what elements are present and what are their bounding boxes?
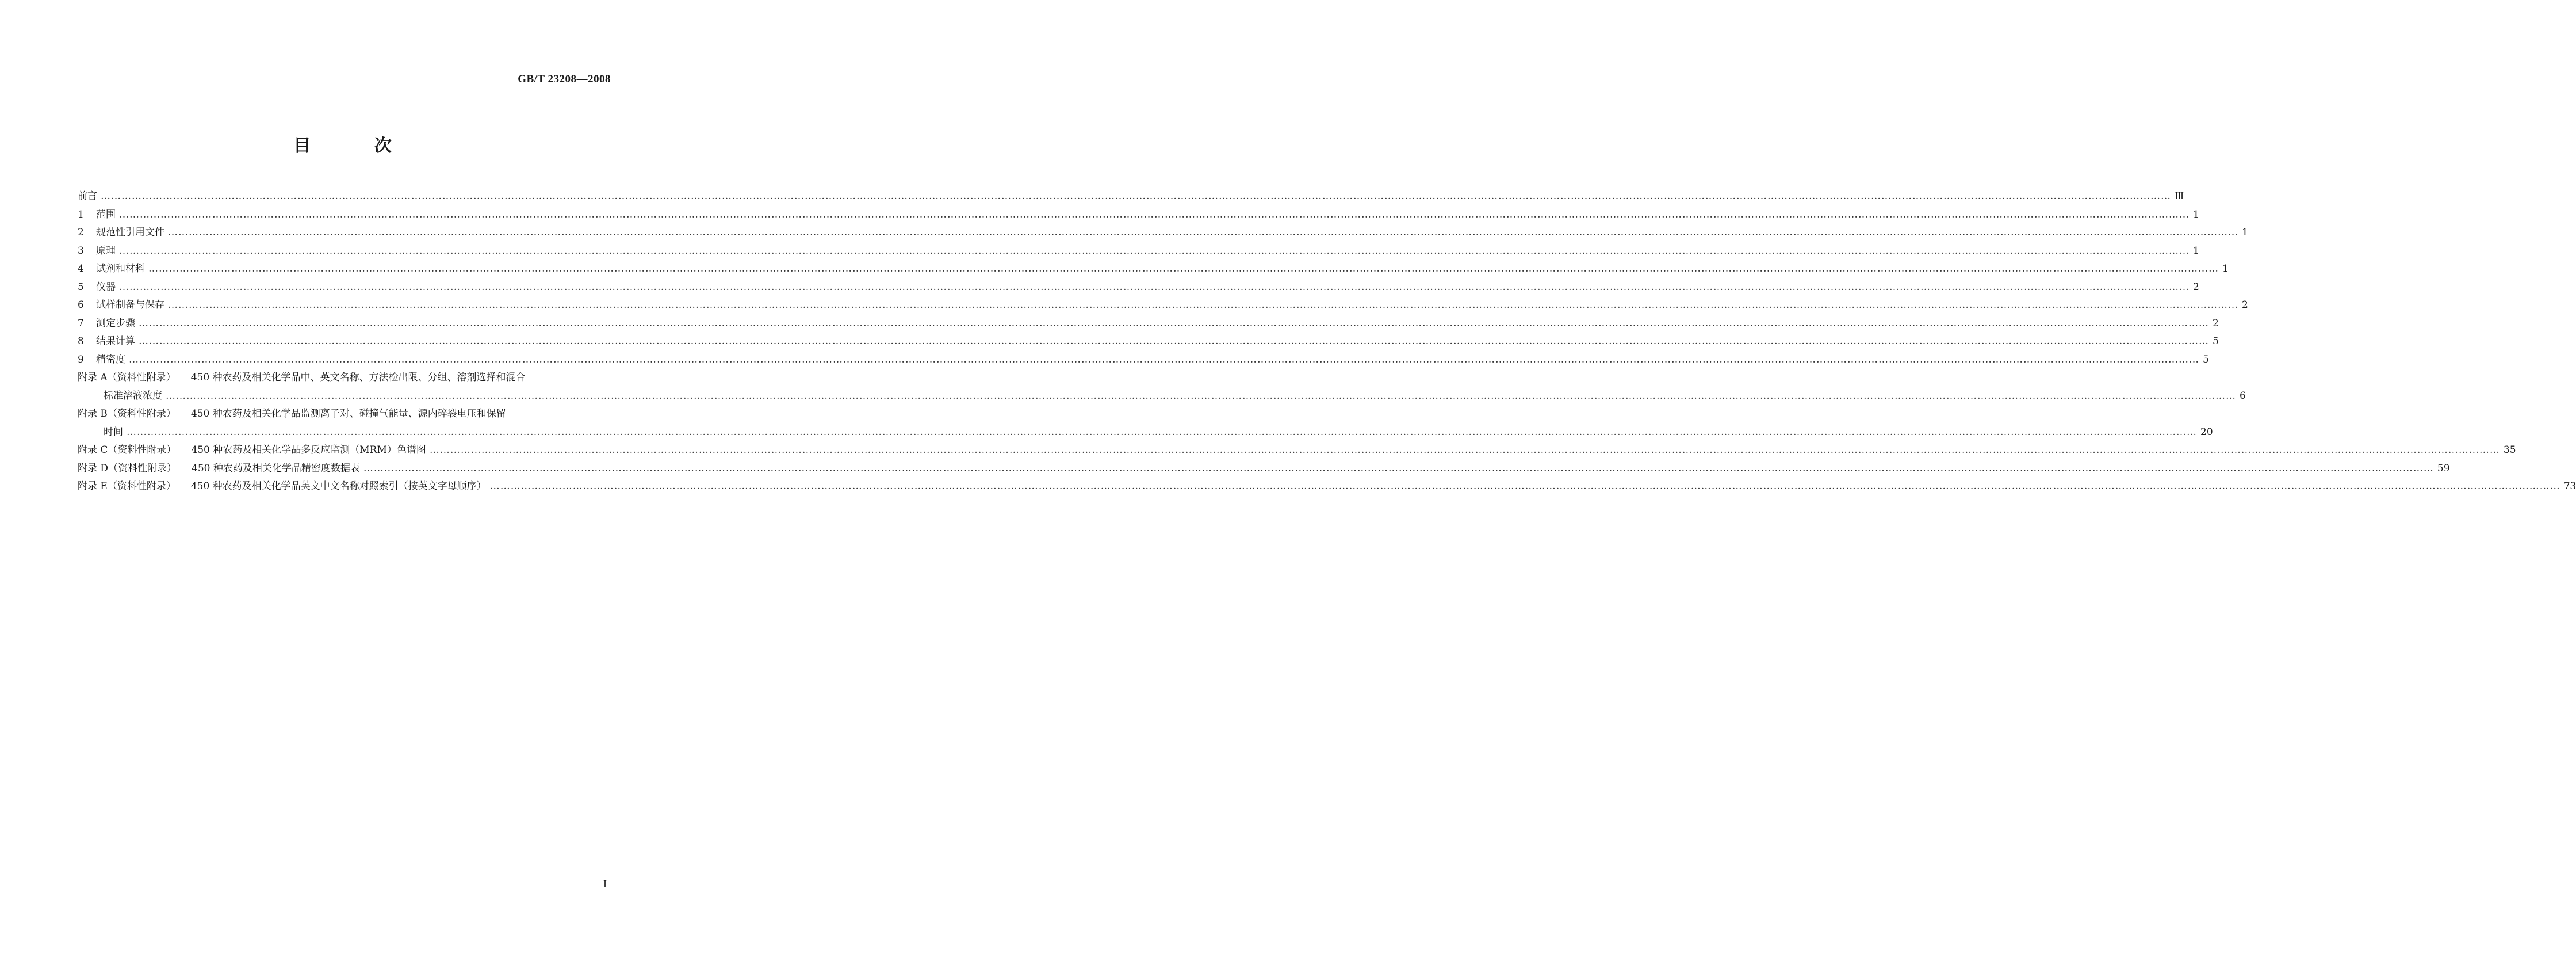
toc-item-page: 2 <box>2213 317 2219 329</box>
toc-item-page: 1 <box>2193 208 2199 220</box>
toc-item-page: 5 <box>2213 335 2219 347</box>
page-number: I <box>603 878 607 890</box>
annex-prefix: 附录 B（资料性附录） <box>78 408 176 419</box>
annex-title: 450 种农药及相关化学品中、英文名称、方法检出限、分组、溶剂选择和混合 <box>190 372 526 383</box>
toc-item-page: 73 <box>2563 480 2576 492</box>
dot-leader: …………………………………………………………………………………………………………………………………………………………………………………………………………………………………………………………………………………………………………………………………………………………………………………………………………………………………………………………………………………………………………………………………………………… <box>119 281 2190 293</box>
dot-leader: …………………………………………………………………………………………………………………………………………………………………………………………………………………………………………………………………………………………………………………………………………………………………………………………………………………………………………………………………………………………………………………………………………………… <box>119 245 2190 257</box>
annex-prefix: 附录 A（资料性附录） <box>78 372 176 383</box>
toc-item[interactable] <box>78 242 2199 261</box>
toc-item-number: 5 <box>78 281 84 293</box>
toc-item-page: 1 <box>2242 227 2248 238</box>
toc-item-number: 3 <box>78 245 84 257</box>
annex-prefix: 附录 C（资料性附录） <box>78 444 177 456</box>
annex-title: 450 种农药及相关化学品监测离子对、碰撞气能量、源内碎裂电压和保留 <box>190 408 506 419</box>
toc-item-label: 精密度 <box>96 353 125 365</box>
standard-number: GB/T 23208—2008 <box>518 73 611 85</box>
page-title: 目 次 <box>293 136 420 156</box>
dot-leader: …………………………………………………………………………………………………………………………………………………………………………………………………………………………………………………………………………………………………………………………………………………………………………………………………………………………………………………………………………………………………………………………………………………… <box>119 208 2190 220</box>
toc-annex-heading[interactable] <box>78 369 610 387</box>
annex-prefix: 附录 D（资料性附录） <box>78 462 177 474</box>
toc-item-page: 1 <box>2193 245 2199 257</box>
table-of-contents <box>78 188 2576 496</box>
dot-leader: …………………………………………………………………………………………………………………………………………………………………………………………………………………………………………………………………………………………………………………………………………………………………………………………………………………………………………………………………………………………………………………………………………………… <box>129 353 2199 365</box>
toc-item-number: 6 <box>78 299 84 311</box>
toc-item-page: 20 <box>2200 426 2213 438</box>
toc-item-number: 8 <box>78 335 84 347</box>
toc-item-label: 测定步骤 <box>96 317 135 329</box>
annex-title: 450 种农药及相关化学品多反应监测（MRM）色谱图 <box>191 444 426 456</box>
toc-item-page: 59 <box>2437 462 2450 474</box>
toc-item-label: 规范性引用文件 <box>96 227 164 238</box>
toc-item-label: 仪器 <box>96 281 116 293</box>
annex-title: 450 种农药及相关化学品英文中文名称对照索引（按英文字母顺序） <box>190 480 487 492</box>
dot-leader: …………………………………………………………………………………………………………………………………………………………………………………………………………………………………………………………………………………………………………………………………………………………………………………………………………………………………………………………………………………………………………………………………………………… <box>166 390 2236 402</box>
toc-item-label: 范围 <box>96 208 116 220</box>
annex-prefix: 附录 E（资料性附录） <box>78 480 176 492</box>
toc-annex-continuation[interactable] <box>78 387 2246 406</box>
toc-item[interactable] <box>78 188 2184 206</box>
toc-item[interactable] <box>78 279 2199 297</box>
dot-leader: …………………………………………………………………………………………………………………………………………………………………………………………………………………………………………………………………………………………………………………………………………………………………………………………………………………………………………………………………………………………………………………………………………………… <box>168 299 2238 311</box>
dot-leader: …………………………………………………………………………………………………………………………………………………………………………………………………………………………………………………………………………………………………………………………………………………………………………………………………………………………………………………………………………………………………………………………………………………… <box>363 462 2434 474</box>
toc-item-label: 试剂和材料 <box>96 263 145 274</box>
dot-leader: …………………………………………………………………………………………………………………………………………………………………………………………………………………………………………………………………………………………………………………………………………………………………………………………………………………………………………………………………………………………………………………………………………………… <box>429 444 2500 456</box>
toc-item-number: 9 <box>78 353 84 365</box>
dot-leader: …………………………………………………………………………………………………………………………………………………………………………………………………………………………………………………………………………………………………………………………………………………………………………………………………………………………………………………………………………………………………………………………………………………… <box>489 480 2560 492</box>
toc-item-page: 5 <box>2203 353 2209 365</box>
dot-leader: …………………………………………………………………………………………………………………………………………………………………………………………………………………………………………………………………………………………………………………………………………………………………………………………………………………………………………………………………………………………………………………………………………………… <box>101 190 2171 202</box>
toc-item-label: 前言 <box>78 190 97 202</box>
toc-item-number: 2 <box>78 227 84 238</box>
toc-item-page: 2 <box>2193 281 2199 293</box>
toc-item-page: 6 <box>2240 390 2246 402</box>
dot-leader: …………………………………………………………………………………………………………………………………………………………………………………………………………………………………………………………………………………………………………………………………………………………………………………………………………………………………………………………………………………………………………………………………………………… <box>127 426 2197 438</box>
toc-annex-heading[interactable] <box>78 405 610 424</box>
dot-leader: …………………………………………………………………………………………………………………………………………………………………………………………………………………………………………………………………………………………………………………………………………………………………………………………………………………………………………………………………………………………………………………………………………………… <box>139 317 2209 329</box>
toc-item-page: 2 <box>2242 299 2248 311</box>
toc-item-label: 试样制备与保存 <box>96 299 164 311</box>
toc-annex-continuation[interactable] <box>78 424 2213 442</box>
toc-item-number: 4 <box>78 263 84 274</box>
toc-annex[interactable] <box>78 460 2450 478</box>
toc-item-number: 1 <box>78 208 84 220</box>
annex-title: 450 种农药及相关化学品精密度数据表 <box>192 462 360 474</box>
toc-item-label: 标准溶液浓度 <box>104 390 162 402</box>
toc-item-page: 35 <box>2503 444 2516 456</box>
toc-item[interactable] <box>78 224 2248 242</box>
toc-item-page: Ⅲ <box>2175 190 2184 202</box>
toc-item-number: 7 <box>78 317 84 329</box>
toc-item-label: 原理 <box>96 245 116 257</box>
toc-item[interactable] <box>78 351 2209 369</box>
dot-leader: …………………………………………………………………………………………………………………………………………………………………………………………………………………………………………………………………………………………………………………………………………………………………………………………………………………………………………………………………………………………………………………………………………………… <box>139 335 2209 347</box>
toc-item[interactable] <box>78 260 2229 279</box>
dot-leader: …………………………………………………………………………………………………………………………………………………………………………………………………………………………………………………………………………………………………………………………………………………………………………………………………………………………………………………………………………………………………………………………………………………… <box>148 263 2219 274</box>
toc-item-label: 结果计算 <box>96 335 135 347</box>
toc-item-page: 1 <box>2222 263 2229 274</box>
toc-item-label: 时间 <box>104 426 123 438</box>
dot-leader: …………………………………………………………………………………………………………………………………………………………………………………………………………………………………………………………………………………………………………………………………………………………………………………………………………………………………………………………………………………………………………………………………………………… <box>168 227 2238 238</box>
toc-item[interactable] <box>78 315 2219 333</box>
toc-item[interactable] <box>78 206 2199 224</box>
toc-item[interactable] <box>78 333 2219 351</box>
toc-annex[interactable] <box>78 478 2576 496</box>
toc-item[interactable] <box>78 296 2248 315</box>
toc-annex[interactable] <box>78 441 2516 460</box>
